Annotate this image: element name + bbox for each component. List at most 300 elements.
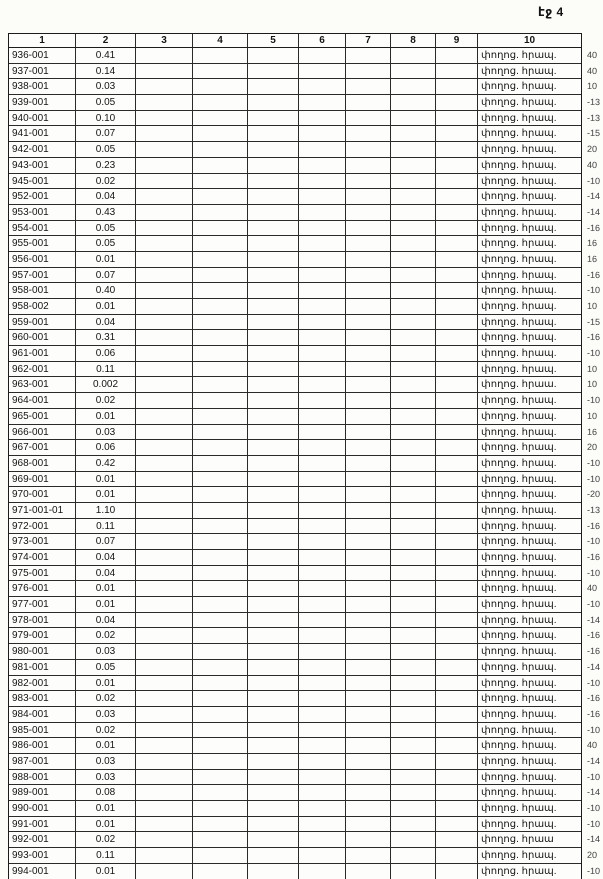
cell-empty-8 [391, 785, 436, 801]
cell-desc: փողոց. հրապ. [478, 597, 581, 613]
cell-empty-6 [299, 832, 346, 848]
cell-empty-4 [193, 142, 248, 158]
table-row [9, 409, 598, 425]
column-header-5: 5 [248, 34, 299, 48]
table-row [9, 283, 601, 299]
cell-empty-9 [436, 126, 478, 142]
cell-desc: փողոց. հրապ. [478, 660, 581, 676]
cell-empty-4 [193, 864, 248, 879]
cell-value: 0.07 [76, 126, 136, 142]
cell-empty-8 [391, 64, 436, 80]
column-header-2: 2 [76, 34, 136, 48]
cell-desc: փողոց. հրապ. [478, 613, 581, 629]
cell-desc: փողոց. հրապ. [478, 126, 581, 142]
cell-empty-9 [436, 613, 478, 629]
cell-value: 0.01 [76, 472, 136, 488]
cell-empty-6 [299, 126, 346, 142]
table-row [9, 315, 601, 331]
cell-empty-9 [436, 487, 478, 503]
margin-mark: 10 [586, 81, 598, 92]
cell-empty-7 [346, 472, 391, 488]
cell-empty-3 [136, 754, 193, 770]
cell-empty-6 [299, 644, 346, 660]
cell-empty-6 [299, 566, 346, 582]
data-table [8, 33, 601, 879]
cell-desc: փողոց. հրապ. [478, 707, 581, 723]
cell-empty-9 [436, 676, 478, 692]
cell-empty-4 [193, 566, 248, 582]
cell-value: 0.01 [76, 817, 136, 833]
cell-empty-3 [136, 330, 193, 346]
cell-empty-8 [391, 691, 436, 707]
cell-code: 982-001 [9, 676, 76, 692]
cell-empty-7 [346, 174, 391, 190]
cell-empty-5 [248, 126, 299, 142]
cell-desc: փողոց. հրապ. [478, 205, 581, 221]
cell-empty-3 [136, 613, 193, 629]
cell-code: 970-001 [9, 487, 76, 503]
cell-code: 956-001 [9, 252, 76, 268]
cell-empty-7 [346, 566, 391, 582]
cell-desc: փողոց. հրապ. [478, 393, 581, 409]
cell-value: 0.02 [76, 174, 136, 190]
margin-mark: 40 [586, 65, 598, 76]
cell-empty-4 [193, 738, 248, 754]
cell-empty-4 [193, 283, 248, 299]
cell-empty-7 [346, 330, 391, 346]
cell-value: 0.03 [76, 79, 136, 95]
cell-empty-7 [346, 707, 391, 723]
cell-empty-9 [436, 597, 478, 613]
cell-empty-5 [248, 205, 299, 221]
margin-mark: -16 [586, 332, 601, 343]
cell-code: 955-001 [9, 236, 76, 252]
cell-empty-4 [193, 205, 248, 221]
cell-empty-3 [136, 628, 193, 644]
cell-empty-9 [436, 205, 478, 221]
cell-empty-6 [299, 299, 346, 315]
margin-mark: -16 [586, 551, 601, 562]
cell-value: 0.03 [76, 754, 136, 770]
cell-empty-9 [436, 628, 478, 644]
table-row [9, 581, 598, 597]
cell-empty-8 [391, 456, 436, 472]
cell-desc: փողոց. հրապ. [478, 738, 581, 754]
cell-empty-3 [136, 550, 193, 566]
cell-empty-5 [248, 299, 299, 315]
cell-empty-6 [299, 283, 346, 299]
cell-empty-8 [391, 848, 436, 864]
margin-mark: -15 [586, 128, 601, 139]
cell-value: 0.23 [76, 158, 136, 174]
cell-value: 0.04 [76, 189, 136, 205]
table-row [9, 832, 601, 848]
cell-empty-3 [136, 660, 193, 676]
cell-empty-3 [136, 597, 193, 613]
cell-code: 968-001 [9, 456, 76, 472]
cell-desc: փողոց. հրապ. [478, 550, 581, 566]
cell-empty-6 [299, 409, 346, 425]
cell-empty-6 [299, 817, 346, 833]
cell-code: 975-001 [9, 566, 76, 582]
cell-empty-8 [391, 660, 436, 676]
cell-code: 954-001 [9, 221, 76, 237]
table-row [9, 597, 601, 613]
cell-code: 964-001 [9, 393, 76, 409]
cell-value: 0.002 [76, 377, 136, 393]
column-header-8: 8 [391, 34, 436, 48]
cell-desc: փողոց. հրապ. [478, 676, 581, 692]
table-row [9, 613, 601, 629]
cell-code: 937-001 [9, 64, 76, 80]
cell-empty-9 [436, 581, 478, 597]
cell-empty-5 [248, 723, 299, 739]
cell-code: 971-001-01 [9, 503, 76, 519]
cell-empty-7 [346, 550, 391, 566]
cell-value: 0.03 [76, 770, 136, 786]
cell-desc: փողոց. հրապ. [478, 425, 581, 441]
cell-value: 0.02 [76, 723, 136, 739]
cell-empty-3 [136, 393, 193, 409]
cell-empty-3 [136, 581, 193, 597]
cell-empty-3 [136, 79, 193, 95]
cell-empty-8 [391, 315, 436, 331]
cell-empty-4 [193, 723, 248, 739]
cell-empty-3 [136, 189, 193, 205]
cell-empty-5 [248, 801, 299, 817]
cell-empty-9 [436, 409, 478, 425]
cell-empty-6 [299, 111, 346, 127]
cell-empty-3 [136, 738, 193, 754]
table-row [9, 252, 598, 268]
cell-empty-5 [248, 472, 299, 488]
cell-value: 0.01 [76, 487, 136, 503]
cell-empty-7 [346, 864, 391, 879]
cell-empty-7 [346, 79, 391, 95]
cell-value: 0.08 [76, 785, 136, 801]
margin-mark: -13 [586, 112, 601, 123]
cell-empty-3 [136, 268, 193, 284]
cell-empty-5 [248, 519, 299, 535]
cell-empty-6 [299, 597, 346, 613]
margin-mark: -10 [586, 771, 601, 782]
cell-empty-7 [346, 158, 391, 174]
cell-desc: փողոց. հրապ. [478, 64, 581, 80]
cell-empty-4 [193, 660, 248, 676]
cell-empty-5 [248, 628, 299, 644]
cell-empty-3 [136, 503, 193, 519]
cell-empty-3 [136, 95, 193, 111]
cell-value: 1.10 [76, 503, 136, 519]
cell-empty-3 [136, 848, 193, 864]
cell-code: 965-001 [9, 409, 76, 425]
cell-empty-5 [248, 864, 299, 879]
cell-empty-4 [193, 503, 248, 519]
cell-desc: փողոց. հրապ. [478, 534, 581, 550]
table-row [9, 346, 601, 362]
cell-empty-8 [391, 801, 436, 817]
cell-desc: փողոց. հրապ. [478, 472, 581, 488]
cell-empty-9 [436, 801, 478, 817]
cell-empty-4 [193, 362, 248, 378]
cell-code: 989-001 [9, 785, 76, 801]
column-header-4: 4 [193, 34, 248, 48]
cell-empty-6 [299, 581, 346, 597]
cell-empty-7 [346, 377, 391, 393]
cell-desc: փողոց. հրապ. [478, 644, 581, 660]
cell-desc: փողոց. հրապ. [478, 754, 581, 770]
cell-empty-9 [436, 534, 478, 550]
margin-mark: -10 [586, 598, 601, 610]
cell-desc: փողոց. հրապ. [478, 848, 581, 864]
cell-empty-8 [391, 534, 436, 550]
margin-mark: 40 [586, 49, 598, 60]
cell-desc: փողոց. հրապ. [478, 801, 581, 817]
cell-empty-5 [248, 738, 299, 754]
cell-empty-6 [299, 205, 346, 221]
cell-code: 940-001 [9, 111, 76, 127]
cell-empty-6 [299, 613, 346, 629]
cell-empty-3 [136, 487, 193, 503]
margin-mark: -10 [586, 347, 601, 359]
cell-empty-6 [299, 754, 346, 770]
cell-empty-5 [248, 409, 299, 425]
cell-empty-7 [346, 236, 391, 252]
cell-empty-4 [193, 581, 248, 597]
cell-empty-4 [193, 221, 248, 237]
cell-empty-7 [346, 691, 391, 707]
cell-code: 958-001 [9, 283, 76, 299]
cell-empty-4 [193, 126, 248, 142]
cell-empty-4 [193, 785, 248, 801]
cell-empty-4 [193, 95, 248, 111]
table-row [9, 189, 601, 205]
cell-desc: փողոց. հրապ. [478, 283, 581, 299]
margin-mark: -14 [586, 614, 601, 625]
cell-empty-9 [436, 252, 478, 268]
column-header-7: 7 [346, 34, 391, 48]
cell-empty-7 [346, 832, 391, 848]
cell-empty-6 [299, 79, 346, 95]
cell-empty-6 [299, 393, 346, 409]
cell-empty-7 [346, 785, 391, 801]
cell-value: 0.42 [76, 456, 136, 472]
cell-empty-8 [391, 832, 436, 848]
margin-mark: -10 [586, 536, 601, 547]
table-row [9, 393, 601, 409]
cell-empty-4 [193, 817, 248, 833]
cell-empty-9 [436, 283, 478, 299]
cell-empty-5 [248, 550, 299, 566]
cell-code: 993-001 [9, 848, 76, 864]
margin-mark: 20 [586, 849, 598, 861]
table-row [9, 377, 598, 393]
cell-empty-5 [248, 142, 299, 158]
cell-empty-3 [136, 534, 193, 550]
cell-value: 0.05 [76, 236, 136, 252]
cell-empty-9 [436, 142, 478, 158]
cell-empty-8 [391, 425, 436, 441]
cell-desc: փողոց. հրապ. [478, 346, 581, 362]
margin-mark: 16 [586, 253, 598, 264]
cell-empty-8 [391, 142, 436, 158]
cell-empty-4 [193, 754, 248, 770]
cell-value: 0.03 [76, 707, 136, 723]
cell-desc: փողոց. հրապ. [478, 111, 581, 127]
cell-empty-8 [391, 597, 436, 613]
cell-desc: փողոց. հրապ. [478, 252, 581, 268]
cell-empty-6 [299, 550, 346, 566]
cell-empty-3 [136, 864, 193, 879]
cell-code: 959-001 [9, 315, 76, 331]
cell-empty-4 [193, 456, 248, 472]
cell-code: 942-001 [9, 142, 76, 158]
cell-empty-6 [299, 64, 346, 80]
margin-mark: -15 [586, 316, 601, 327]
cell-code: 974-001 [9, 550, 76, 566]
cell-code: 979-001 [9, 628, 76, 644]
cell-empty-9 [436, 79, 478, 95]
cell-empty-4 [193, 393, 248, 409]
cell-empty-8 [391, 283, 436, 299]
cell-code: 945-001 [9, 174, 76, 190]
cell-empty-4 [193, 519, 248, 535]
cell-empty-3 [136, 126, 193, 142]
cell-empty-4 [193, 613, 248, 629]
cell-empty-8 [391, 864, 436, 879]
cell-empty-6 [299, 676, 346, 692]
cell-value: 0.06 [76, 346, 136, 362]
cell-empty-7 [346, 48, 391, 64]
cell-empty-9 [436, 832, 478, 848]
margin-mark: -10 [586, 175, 601, 186]
cell-empty-3 [136, 221, 193, 237]
cell-code: 977-001 [9, 597, 76, 613]
cell-empty-4 [193, 597, 248, 613]
cell-empty-6 [299, 660, 346, 676]
margin-mark: 40 [586, 583, 598, 594]
cell-empty-9 [436, 456, 478, 472]
cell-empty-4 [193, 174, 248, 190]
table-row [9, 79, 598, 95]
cell-empty-3 [136, 785, 193, 801]
cell-empty-8 [391, 268, 436, 284]
cell-empty-4 [193, 644, 248, 660]
cell-empty-3 [136, 723, 193, 739]
cell-empty-9 [436, 236, 478, 252]
cell-empty-8 [391, 503, 436, 519]
cell-empty-8 [391, 613, 436, 629]
cell-empty-6 [299, 519, 346, 535]
column-header-10: 10 [478, 34, 581, 48]
cell-empty-7 [346, 221, 391, 237]
cell-code: 943-001 [9, 158, 76, 174]
cell-empty-3 [136, 801, 193, 817]
cell-desc: փողոց. հրապ. [478, 221, 581, 237]
cell-empty-9 [436, 848, 478, 864]
column-header-6: 6 [299, 34, 346, 48]
margin-mark: -13 [586, 96, 601, 108]
cell-code: 978-001 [9, 613, 76, 629]
cell-empty-4 [193, 252, 248, 268]
cell-empty-7 [346, 252, 391, 268]
cell-value: 0.43 [76, 205, 136, 221]
cell-empty-5 [248, 534, 299, 550]
cell-code: 953-001 [9, 205, 76, 221]
cell-empty-7 [346, 801, 391, 817]
cell-empty-3 [136, 111, 193, 127]
table-row [9, 503, 601, 519]
cell-desc: փողոց. հրապ. [478, 236, 581, 252]
table-row [9, 864, 601, 879]
cell-empty-5 [248, 252, 299, 268]
cell-empty-5 [248, 832, 299, 848]
cell-empty-5 [248, 691, 299, 707]
cell-empty-7 [346, 142, 391, 158]
cell-empty-6 [299, 236, 346, 252]
cell-empty-7 [346, 315, 391, 331]
cell-empty-6 [299, 456, 346, 472]
cell-desc: փողոց. հրապ. [478, 723, 581, 739]
margin-mark: -10 [586, 567, 601, 578]
cell-empty-7 [346, 362, 391, 378]
margin-mark: -10 [586, 677, 601, 688]
cell-empty-6 [299, 440, 346, 456]
cell-empty-4 [193, 330, 248, 346]
cell-empty-8 [391, 126, 436, 142]
margin-mark: -14 [586, 834, 601, 845]
margin-mark: 20 [586, 144, 598, 155]
cell-code: 936-001 [9, 48, 76, 64]
cell-empty-4 [193, 299, 248, 315]
cell-code: 990-001 [9, 801, 76, 817]
table-row [9, 330, 601, 346]
cell-desc: փողոց. հրապ. [478, 456, 581, 472]
table-row [9, 236, 598, 252]
cell-empty-9 [436, 174, 478, 190]
margin-mark: 10 [586, 410, 598, 421]
cell-empty-7 [346, 597, 391, 613]
cell-empty-3 [136, 472, 193, 488]
page-number-label: էջ 4 [538, 5, 564, 19]
cell-code: 939-001 [9, 95, 76, 111]
cell-empty-3 [136, 205, 193, 221]
table-row [9, 48, 598, 64]
table-row [9, 174, 601, 190]
cell-value: 0.01 [76, 738, 136, 754]
margin-mark: 40 [586, 740, 598, 751]
cell-empty-6 [299, 221, 346, 237]
table-row [9, 142, 598, 158]
table-row [9, 456, 601, 472]
cell-empty-6 [299, 487, 346, 503]
cell-empty-8 [391, 189, 436, 205]
cell-empty-4 [193, 707, 248, 723]
cell-empty-7 [346, 346, 391, 362]
cell-empty-7 [346, 126, 391, 142]
cell-empty-8 [391, 236, 436, 252]
cell-empty-9 [436, 425, 478, 441]
cell-empty-7 [346, 299, 391, 315]
cell-empty-6 [299, 785, 346, 801]
cell-empty-3 [136, 425, 193, 441]
cell-empty-7 [346, 64, 391, 80]
table-row [9, 111, 601, 127]
cell-empty-8 [391, 723, 436, 739]
margin-mark: -16 [586, 520, 601, 531]
cell-desc: փողոց. հրապ. [478, 691, 581, 707]
cell-empty-5 [248, 440, 299, 456]
